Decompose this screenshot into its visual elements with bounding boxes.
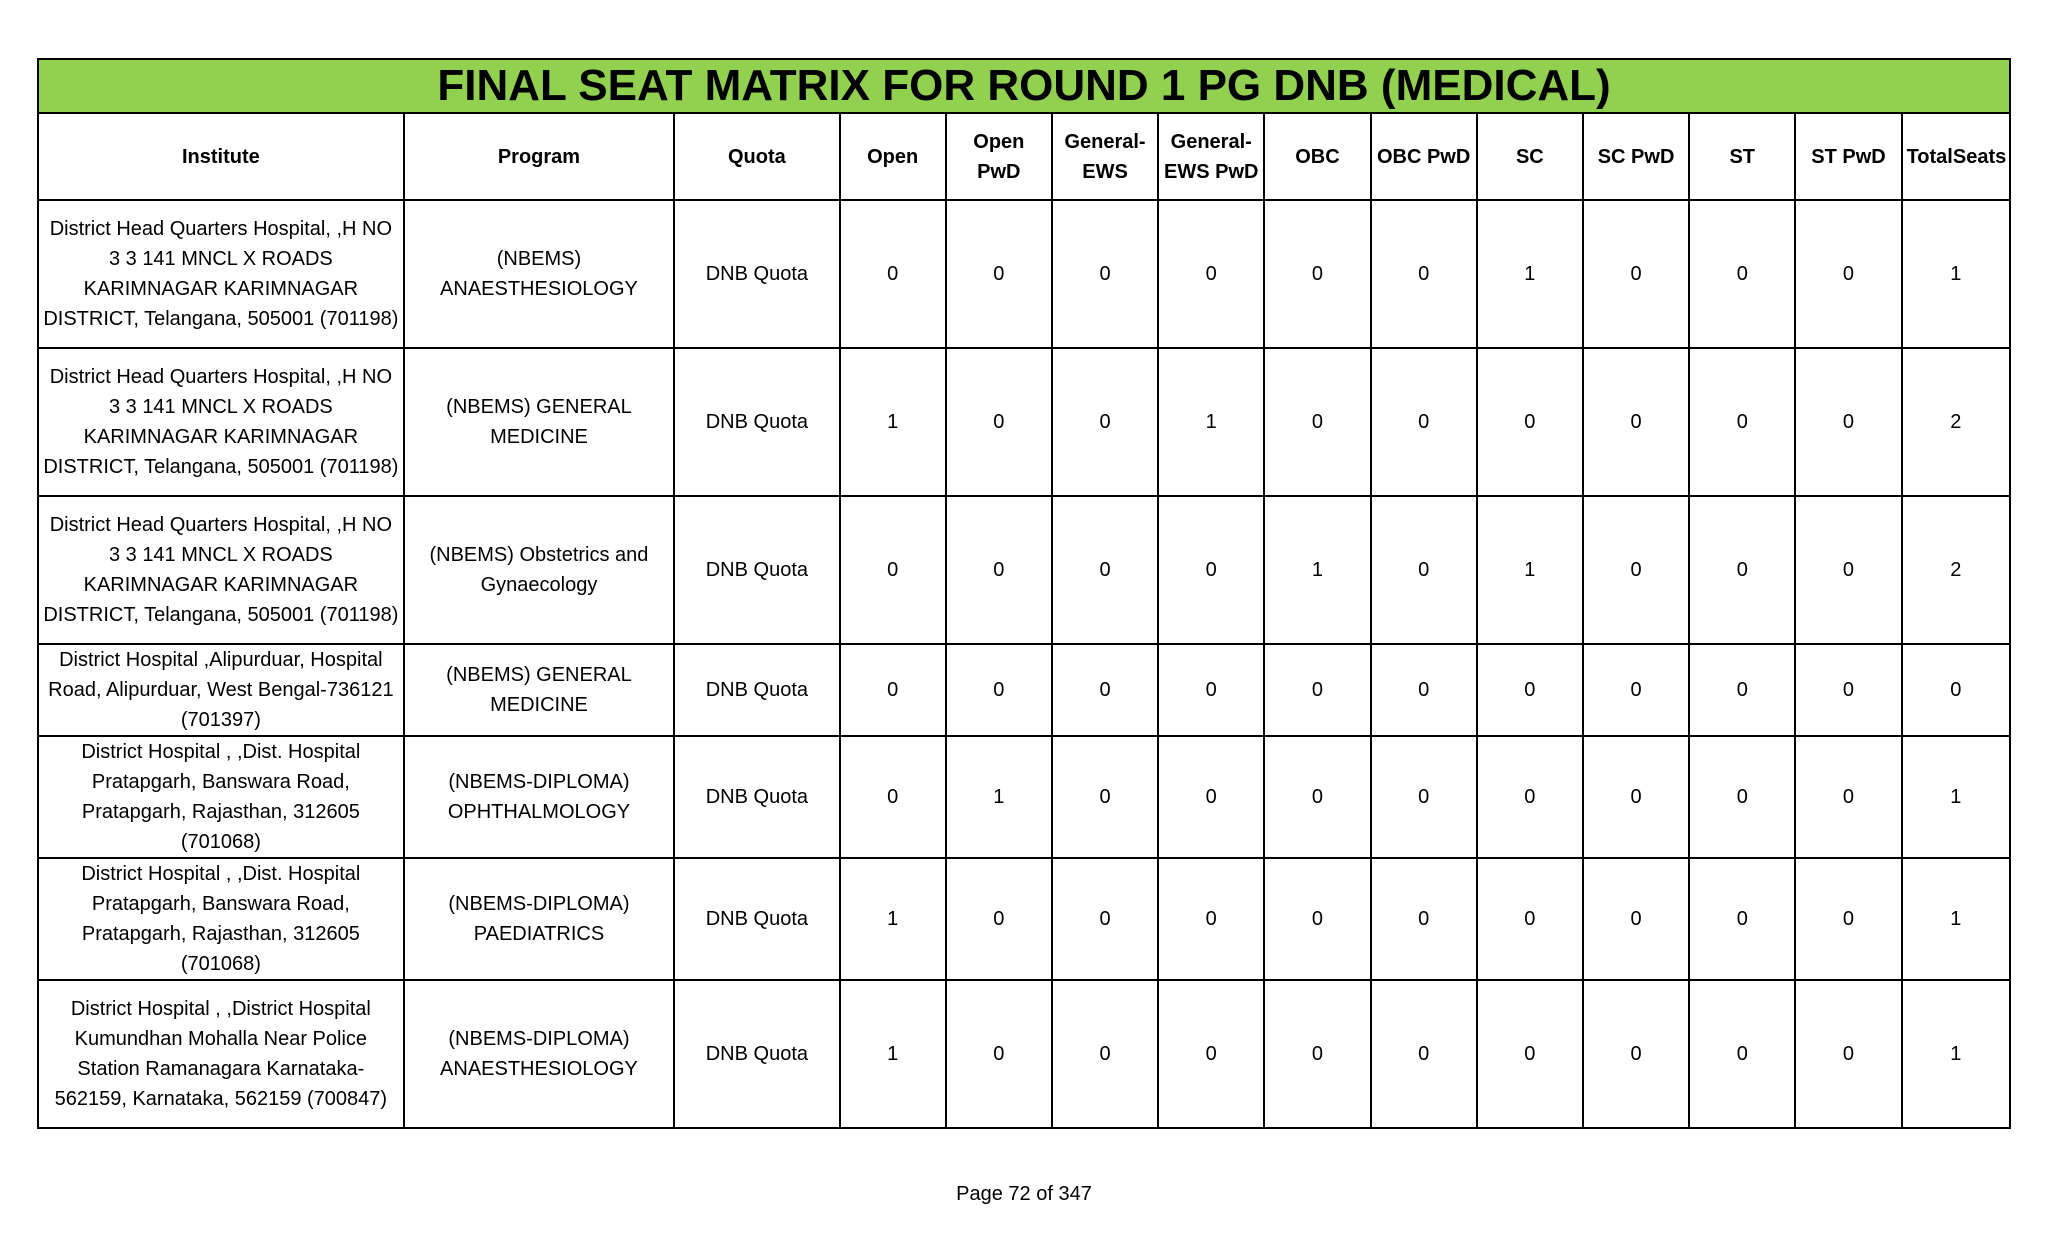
- total-seats-cell: 2: [1902, 496, 2010, 644]
- header-st-pwd: ST PwD: [1795, 113, 1901, 200]
- seat-cell: 1: [840, 980, 946, 1128]
- header-general-ews: General-EWS: [1052, 113, 1158, 200]
- header-quota: Quota: [674, 113, 839, 200]
- header-obc: OBC: [1264, 113, 1370, 200]
- seat-cell: 0: [1371, 496, 1477, 644]
- seat-cell: 0: [1158, 980, 1264, 1128]
- seat-cell: 0: [1158, 736, 1264, 858]
- seat-cell: 0: [1371, 644, 1477, 736]
- seat-cell: 0: [946, 980, 1052, 1128]
- seat-matrix-table: [37, 58, 2011, 1129]
- seat-cell: 1: [1264, 496, 1370, 644]
- quota-cell: DNB Quota: [674, 858, 839, 980]
- seat-cell: 0: [1583, 348, 1689, 496]
- page-number: Page 72 of 347: [956, 1183, 1092, 1205]
- seat-cell: 0: [1264, 980, 1370, 1128]
- seat-cell: 0: [1583, 644, 1689, 736]
- seat-cell: 0: [1477, 644, 1583, 736]
- seat-cell: 0: [946, 858, 1052, 980]
- program-cell: (NBEMS) GENERAL MEDICINE: [404, 644, 675, 736]
- seat-cell: 0: [1689, 348, 1795, 496]
- total-seats-cell: 0: [1902, 644, 2010, 736]
- quota-cell: DNB Quota: [674, 644, 839, 736]
- header-general-ews-pwd: General-EWS PwD: [1158, 113, 1264, 200]
- seat-cell: 1: [946, 736, 1052, 858]
- seat-cell: 0: [1795, 980, 1901, 1128]
- seat-cell: 0: [946, 496, 1052, 644]
- institute-cell: District Head Quarters Hospital, ,H NO 3 3 141 MNCL X ROADS KARIMNAGAR KARIMNAGAR DISTRICT, Telangana, 505001 (701198): [38, 200, 404, 348]
- seat-cell: 0: [1371, 858, 1477, 980]
- seat-cell: 0: [1689, 980, 1795, 1128]
- seat-cell: 0: [840, 496, 946, 644]
- table-row: [38, 980, 2010, 1128]
- institute-cell: District Head Quarters Hospital, ,H NO 3 3 141 MNCL X ROADS KARIMNAGAR KARIMNAGAR DISTRICT, Telangana, 505001 (701198): [38, 348, 404, 496]
- total-seats-cell: 1: [1902, 858, 2010, 980]
- seat-cell: 0: [1158, 644, 1264, 736]
- total-seats-cell: 1: [1902, 200, 2010, 348]
- seat-cell: 1: [1477, 200, 1583, 348]
- seat-cell: 0: [1689, 496, 1795, 644]
- table-row: [38, 200, 2010, 348]
- seat-cell: 0: [1689, 858, 1795, 980]
- header-obc-pwd: OBC PwD: [1371, 113, 1477, 200]
- header-sc-pwd: SC PwD: [1583, 113, 1689, 200]
- seat-cell: 0: [1689, 200, 1795, 348]
- header-row: [38, 113, 2010, 200]
- institute-cell: District Hospital , ,District Hospital Kumundhan Mohalla Near Police Station Ramanagara Karnataka-562159, Karnataka, 562159 (700847): [38, 980, 404, 1128]
- table-row: [38, 496, 2010, 644]
- seat-cell: 0: [1583, 200, 1689, 348]
- header-open: Open: [840, 113, 946, 200]
- seat-cell: 0: [1689, 644, 1795, 736]
- table-row: [38, 644, 2010, 736]
- quota-cell: DNB Quota: [674, 348, 839, 496]
- seat-cell: 0: [1795, 200, 1901, 348]
- seat-cell: 0: [946, 644, 1052, 736]
- seat-cell: 0: [1795, 496, 1901, 644]
- table-body: [38, 200, 2010, 1128]
- seat-cell: 0: [1052, 736, 1158, 858]
- institute-cell: District Hospital , ,Dist. Hospital Pratapgarh, Banswara Road, Pratapgarh, Rajasthan, 312605 (701068): [38, 736, 404, 858]
- quota-cell: DNB Quota: [674, 736, 839, 858]
- header-institute: Institute: [38, 113, 404, 200]
- total-seats-cell: 1: [1902, 736, 2010, 858]
- seat-cell: 1: [1477, 496, 1583, 644]
- header-total-seats: TotalSeats: [1902, 113, 2010, 200]
- seat-cell: 1: [1158, 348, 1264, 496]
- program-cell: (NBEMS-DIPLOMA) PAEDIATRICS: [404, 858, 675, 980]
- seat-cell: 0: [1477, 980, 1583, 1128]
- seat-cell: 0: [1583, 980, 1689, 1128]
- seat-cell: 0: [1583, 736, 1689, 858]
- seat-cell: 0: [1795, 858, 1901, 980]
- seat-cell: 0: [1371, 736, 1477, 858]
- header-program: Program: [404, 113, 675, 200]
- seat-cell: 0: [1583, 858, 1689, 980]
- seat-cell: 0: [1371, 200, 1477, 348]
- seat-cell: 0: [1477, 858, 1583, 980]
- seat-cell: 0: [840, 736, 946, 858]
- seat-cell: 0: [1795, 736, 1901, 858]
- seat-cell: 0: [1158, 858, 1264, 980]
- institute-cell: District Hospital ,Alipurduar, Hospital Road, Alipurduar, West Bengal-736121 (701397): [38, 644, 404, 736]
- seat-cell: 0: [1052, 496, 1158, 644]
- seat-cell: 0: [1689, 736, 1795, 858]
- quota-cell: DNB Quota: [674, 496, 839, 644]
- seat-cell: 0: [1158, 200, 1264, 348]
- header-open-pwd: Open PwD: [946, 113, 1052, 200]
- institute-cell: District Head Quarters Hospital, ,H NO 3 3 141 MNCL X ROADS KARIMNAGAR KARIMNAGAR DISTRICT, Telangana, 505001 (701198): [38, 496, 404, 644]
- seat-cell: 0: [1052, 980, 1158, 1128]
- seat-cell: 0: [1795, 644, 1901, 736]
- seat-cell: 0: [1264, 644, 1370, 736]
- program-cell: (NBEMS-DIPLOMA) ANAESTHESIOLOGY: [404, 980, 675, 1128]
- seat-cell: 0: [1477, 736, 1583, 858]
- seat-cell: 0: [1052, 200, 1158, 348]
- seat-cell: 0: [840, 200, 946, 348]
- seat-cell: 0: [1583, 496, 1689, 644]
- program-cell: (NBEMS) ANAESTHESIOLOGY: [404, 200, 675, 348]
- table-row: [38, 736, 2010, 858]
- table-title: FINAL SEAT MATRIX FOR ROUND 1 PG DNB (MEDICAL): [38, 59, 2010, 113]
- seat-cell: 0: [1477, 348, 1583, 496]
- seat-cell: 0: [1052, 644, 1158, 736]
- table-row: [38, 858, 2010, 980]
- seat-cell: 0: [1371, 980, 1477, 1128]
- total-seats-cell: 1: [1902, 980, 2010, 1128]
- program-cell: (NBEMS-DIPLOMA) OPHTHALMOLOGY: [404, 736, 675, 858]
- seat-cell: 0: [1052, 858, 1158, 980]
- program-cell: (NBEMS) Obstetrics and Gynaecology: [404, 496, 675, 644]
- seat-cell: 0: [1371, 348, 1477, 496]
- seat-cell: 1: [840, 858, 946, 980]
- seat-cell: 0: [1264, 858, 1370, 980]
- header-st: ST: [1689, 113, 1795, 200]
- seat-cell: 0: [1795, 348, 1901, 496]
- seat-cell: 0: [840, 644, 946, 736]
- seat-cell: 1: [840, 348, 946, 496]
- table-row: [38, 348, 2010, 496]
- seat-cell: 0: [1264, 736, 1370, 858]
- seat-cell: 0: [1264, 200, 1370, 348]
- total-seats-cell: 2: [1902, 348, 2010, 496]
- program-cell: (NBEMS) GENERAL MEDICINE: [404, 348, 675, 496]
- seat-cell: 0: [946, 348, 1052, 496]
- seat-cell: 0: [1158, 496, 1264, 644]
- quota-cell: DNB Quota: [674, 200, 839, 348]
- seat-cell: 0: [1264, 348, 1370, 496]
- institute-cell: District Hospital , ,Dist. Hospital Pratapgarh, Banswara Road, Pratapgarh, Rajasthan, 312605 (701068): [38, 858, 404, 980]
- seat-cell: 0: [946, 200, 1052, 348]
- header-sc: SC: [1477, 113, 1583, 200]
- seat-cell: 0: [1052, 348, 1158, 496]
- quota-cell: DNB Quota: [674, 980, 839, 1128]
